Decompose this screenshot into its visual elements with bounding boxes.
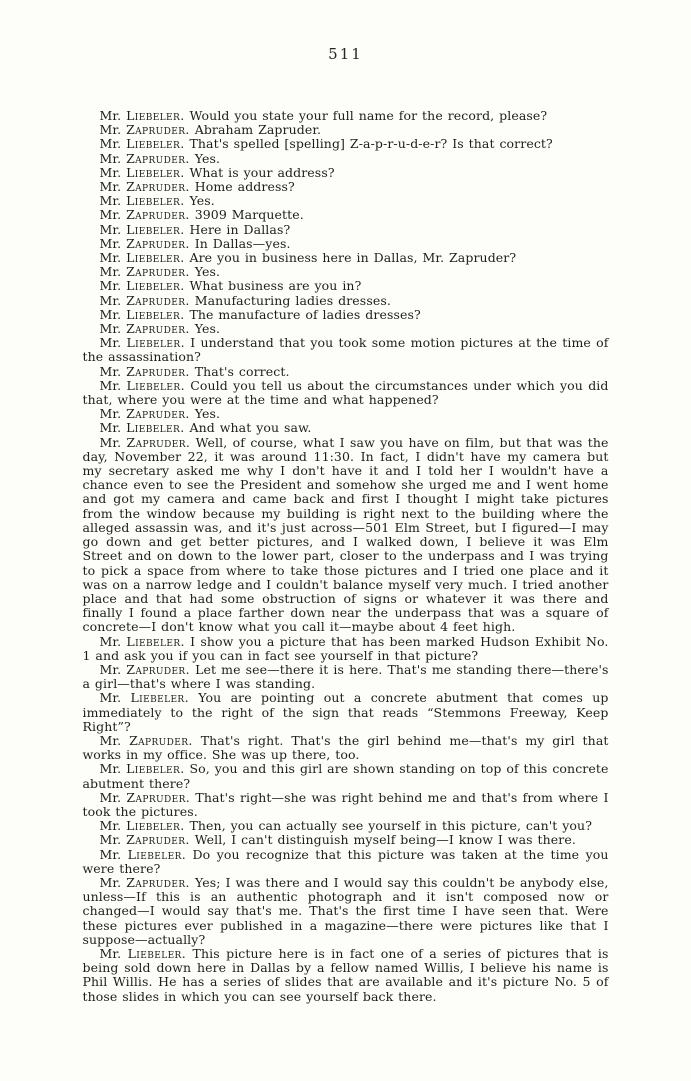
- dialogue-turn: [83, 734, 609, 762]
- speech-text: Yes.: [194, 321, 221, 337]
- dialogue-turn: [83, 635, 609, 663]
- dialogue-turn: [83, 194, 609, 208]
- speaker-prefix: Mr.: [99, 108, 122, 123]
- speech-text: Yes.: [194, 406, 221, 422]
- dialogue-turn: [83, 791, 609, 819]
- dialogue-turn: [83, 308, 609, 322]
- speaker-prefix: Mr.: [99, 661, 122, 677]
- speaker-prefix: Mr.: [99, 221, 122, 237]
- speech-text: That's right. That's the girl behind me—that's my girl that works in my office. She was up there, too.: [82, 732, 609, 763]
- dialogue-turn: [83, 294, 609, 308]
- speaker-prefix: Mr.: [99, 818, 122, 834]
- dialogue-turn: [83, 691, 609, 734]
- dialogue-turn: [83, 180, 609, 194]
- speaker-name: Liebeler.: [126, 221, 185, 237]
- speaker-prefix: Mr.: [99, 292, 122, 308]
- speech-text: Well, of course, what I saw you have on film, but that was the day, November 22, it was around 11:30. In fact, I didn't have my camera but my secretary asked me why I don't have it and I told her I wouldn't have a chance even to see the President and somehow she urged me and I went home and got my camera and came back and first I thought I might take pictures from the window because my building is right next to the building where the alleged assassin was, and it's just across—501 Elm Street, but I figured—I may go down and get better pictures, and I walked down, I believe it was Elm Street and on down to the lower part, closer to the underpass and I was trying to pick a space from where to take those pictures and I tried one place and it was on a narrow ledge and I couldn't balance myself very much. I tried another place and that had some obstruction of signs or whatever it was there and finally I found a place farther down near the underpass that was a square of concrete—I don't know what you call it—maybe about 4 feet high.: [82, 434, 609, 635]
- speech-text: Are you in business here in Dallas, Mr. Zapruder?: [189, 250, 517, 266]
- speaker-name: Zapruder.: [126, 207, 190, 223]
- speaker-prefix: Mr.: [99, 150, 122, 166]
- speech-text: I show you a picture that has been marked Hudson Exhibit No. 1 and ask you if you can in fact see yourself in that picture?: [82, 633, 609, 663]
- speech-text: Abraham Zapruder.: [194, 122, 322, 138]
- speech-text: Could you tell us about the circumstances under which you did that, where you were at the time and what happened?: [82, 377, 609, 408]
- speaker-name: Liebeler.: [126, 108, 185, 123]
- dialogue-turn: [83, 251, 609, 265]
- speaker-name: Zapruder.: [126, 292, 190, 308]
- speech-text: What is your address?: [189, 164, 335, 180]
- speaker-prefix: Mr.: [99, 306, 122, 322]
- speaker-prefix: Mr.: [99, 193, 122, 209]
- dialogue-turn: [83, 279, 609, 293]
- speaker-prefix: Mr.: [99, 434, 122, 450]
- speech-text: Here in Dallas?: [189, 221, 291, 237]
- dialogue-turn: [83, 223, 609, 237]
- dialogue-turn: [83, 237, 609, 251]
- speaker-prefix: Mr.: [99, 164, 122, 180]
- dialogue-turn: [83, 848, 609, 876]
- speech-text: Manufacturing ladies dresses.: [194, 292, 391, 308]
- speaker-name: Liebeler.: [126, 420, 185, 436]
- speaker-prefix: Mr.: [99, 250, 122, 266]
- speaker-prefix: Mr.: [99, 235, 122, 251]
- dialogue-turn: [83, 152, 609, 166]
- dialogue-turn: [83, 265, 609, 279]
- speaker-name: Liebeler.: [126, 278, 185, 294]
- speech-text: Yes.: [194, 150, 221, 166]
- speech-text: Home address?: [194, 179, 295, 195]
- speaker-name: Zapruder.: [126, 321, 190, 337]
- speaker-prefix: Mr.: [99, 945, 122, 961]
- dialogue-turn: [83, 166, 609, 180]
- speaker-prefix: Mr.: [99, 732, 122, 748]
- dialogue-turn: [83, 379, 609, 407]
- speaker-prefix: Mr.: [99, 633, 122, 649]
- speaker-name: Zapruder.: [126, 406, 190, 422]
- speech-text: I understand that you took some motion pictures at the time of the assassination?: [82, 335, 609, 365]
- dialogue-turn: [83, 663, 609, 691]
- testimony-dialogue: [83, 109, 609, 1004]
- speaker-name: Liebeler.: [130, 690, 189, 706]
- speech-text: That's right—she was right behind me and that's from where I took the pictures.: [82, 789, 609, 819]
- speaker-name: Liebeler.: [126, 306, 185, 322]
- speaker-name: Zapruder.: [126, 434, 191, 450]
- speaker-prefix: Mr.: [99, 420, 122, 436]
- speaker-prefix: Mr.: [99, 832, 122, 848]
- speech-text: The manufacture of ladies dresses?: [189, 306, 421, 322]
- speech-text: Yes.: [189, 193, 215, 209]
- speaker-prefix: Mr.: [99, 321, 122, 337]
- speaker-name: Liebeler.: [126, 633, 185, 649]
- speech-text: Then, you can actually see yourself in this picture, can't you?: [189, 818, 592, 834]
- speech-text: This picture here is in fact one of a series of pictures that is being sold down here in Dallas by a fellow named Willis, I believe his name is Phil Willis. He has a series of slides that are available and it's picture No. 5 of those slides in which you can see yourself back there.: [82, 945, 609, 1004]
- speaker-prefix: Mr.: [99, 264, 122, 280]
- dialogue-turn: [83, 421, 609, 435]
- speech-text: Would you state your full name for the record, please?: [189, 108, 548, 123]
- dialogue-turn: [83, 819, 609, 833]
- speech-text: You are pointing out a concrete abutment that comes up immediately to the right of the sign that reads “Stemmons Freeway, Keep Right”?: [82, 690, 609, 734]
- speech-text: Well, I can't distinguish myself being—I know I was there.: [194, 832, 576, 848]
- speaker-prefix: Mr.: [99, 874, 122, 890]
- speaker-prefix: Mr.: [99, 789, 122, 805]
- speaker-name: Liebeler.: [126, 136, 185, 152]
- speaker-name: Liebeler.: [126, 377, 185, 393]
- speech-text: Do you recognize that this picture was taken at the time you were there?: [82, 846, 609, 876]
- speaker-prefix: Mr.: [99, 335, 122, 351]
- speaker-name: Liebeler.: [126, 818, 185, 834]
- speaker-prefix: Mr.: [99, 179, 122, 195]
- speaker-name: Liebeler.: [126, 761, 185, 777]
- speech-text: So, you and this girl are shown standing on top of this concrete abutment there?: [82, 761, 609, 791]
- dialogue-turn: [83, 137, 609, 151]
- speaker-prefix: Mr.: [99, 363, 122, 379]
- dialogue-turn: [83, 322, 609, 336]
- speaker-prefix: Mr.: [99, 136, 122, 152]
- speaker-name: Liebeler.: [126, 193, 185, 209]
- speaker-name: Liebeler.: [127, 945, 187, 961]
- speaker-name: Zapruder.: [129, 732, 193, 748]
- speaker-prefix: Mr.: [99, 122, 122, 138]
- dialogue-turn: [83, 833, 609, 847]
- speaker-prefix: Mr.: [99, 377, 122, 393]
- speaker-prefix: Mr.: [99, 761, 122, 777]
- dialogue-turn: [83, 762, 609, 790]
- dialogue-turn: [83, 336, 609, 364]
- speech-text: And what you saw.: [189, 420, 312, 436]
- speech-text: That's correct.: [194, 363, 290, 379]
- speaker-prefix: Mr.: [99, 846, 122, 862]
- speech-text: Yes.: [194, 264, 221, 280]
- speech-text: Yes; I was there and I would say this couldn't be anybody else, unless—If this is an authentic photograph and it isn't composed now or changed—I would say that's me. That's the first time I have seen that. Were these pictures ever published in a magazine—there were pictures like that I suppose—actually?: [82, 874, 609, 947]
- dialogue-turn: [83, 109, 609, 123]
- dialogue-turn: [83, 208, 609, 222]
- speech-text: Let me see—there it is here. That's me standing there—there's a girl—that's where I was standing.: [82, 661, 609, 692]
- speaker-name: Zapruder.: [126, 874, 190, 890]
- speaker-name: Zapruder.: [126, 150, 190, 166]
- speaker-name: Zapruder.: [126, 661, 190, 677]
- speech-text: That's spelled [spelling] Z-a-p-r-u-d-e-r? Is that correct?: [189, 136, 553, 152]
- dialogue-turn: [83, 123, 609, 137]
- page-number: 511: [328, 45, 363, 63]
- speaker-name: Zapruder.: [126, 122, 190, 138]
- dialogue-turn: [83, 876, 609, 947]
- dialogue-turn: [83, 947, 609, 1004]
- speech-text: 3909 Marquette.: [194, 207, 304, 223]
- speaker-name: Zapruder.: [126, 363, 190, 379]
- speaker-name: Liebeler.: [126, 335, 185, 351]
- speaker-name: Liebeler.: [126, 164, 185, 180]
- speaker-name: Zapruder.: [126, 789, 191, 805]
- speaker-name: Zapruder.: [126, 264, 190, 280]
- speaker-prefix: Mr.: [99, 690, 122, 706]
- speaker-name: Liebeler.: [127, 846, 187, 862]
- speaker-prefix: Mr.: [99, 278, 122, 294]
- speaker-name: Zapruder.: [126, 832, 190, 848]
- speaker-prefix: Mr.: [99, 406, 122, 422]
- speech-text: In Dallas—yes.: [194, 235, 291, 251]
- dialogue-turn: [83, 407, 609, 421]
- dialogue-turn: [83, 436, 609, 635]
- speaker-prefix: Mr.: [99, 207, 122, 223]
- speech-text: What business are you in?: [189, 278, 362, 294]
- speaker-name: Zapruder.: [126, 235, 190, 251]
- speaker-name: Zapruder.: [126, 179, 190, 195]
- dialogue-turn: [83, 365, 609, 379]
- speaker-name: Liebeler.: [126, 250, 185, 266]
